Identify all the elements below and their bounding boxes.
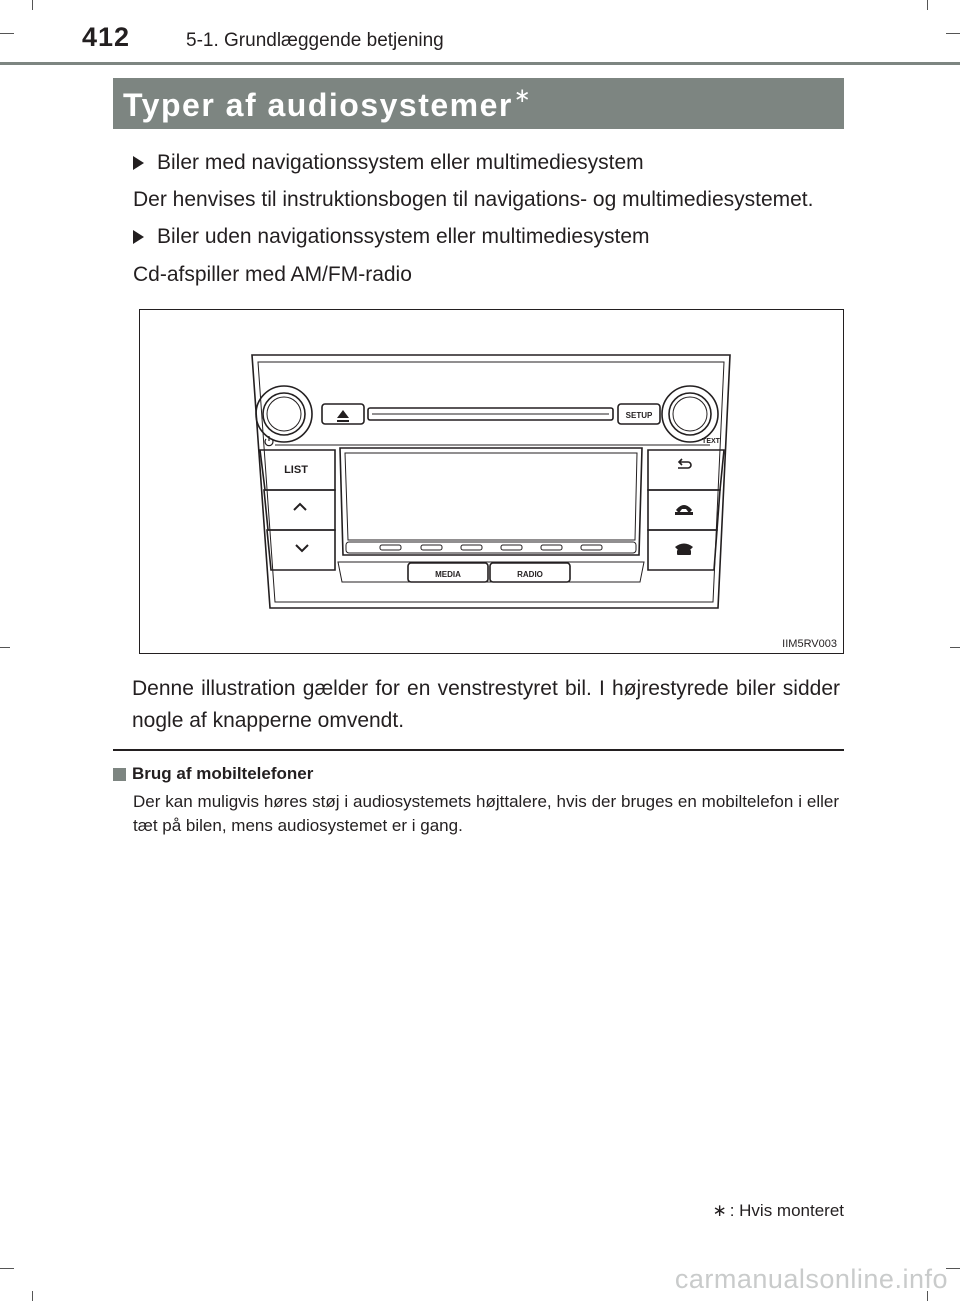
title-asterisk: ∗	[513, 85, 533, 107]
subsection-heading	[113, 764, 313, 784]
footnote-text: : Hvis monteret	[729, 1201, 844, 1220]
list-button-label: LIST	[284, 464, 308, 476]
setup-button-label: SETUP	[625, 411, 653, 420]
crop-mark	[927, 0, 928, 10]
crop-mark	[32, 0, 33, 10]
crop-mark	[0, 33, 14, 34]
item-body-no-navigation: Cd-afspiller med AM/FM-radio	[133, 263, 412, 286]
page-title-bar	[113, 78, 844, 129]
crop-mark	[32, 1291, 33, 1301]
page-number: 412	[82, 22, 131, 52]
item-heading-text: Biler med navigationssystem eller multimediesystem	[157, 151, 644, 174]
crop-mark	[0, 647, 10, 648]
triangle-bullet-icon	[133, 230, 144, 244]
crop-mark	[946, 1268, 960, 1269]
triangle-bullet-icon	[133, 156, 144, 170]
item-body-navigation: Der henvises til instruktionsbogen til navigations- og multimediesystemet.	[133, 188, 814, 211]
item-heading-text: Biler uden navigationssystem eller multimediesystem	[157, 225, 650, 248]
square-bullet-icon	[113, 768, 126, 781]
subsection-heading-text: Brug af mobiltelefoner	[132, 764, 314, 783]
section-title: 5-1. Grundlæggende betjening	[186, 30, 444, 51]
figure-code: IIM5RV003	[782, 638, 837, 650]
audio-unit-illustration	[140, 310, 843, 653]
item-heading-no-navigation	[133, 225, 650, 249]
crop-mark	[950, 647, 960, 648]
media-button-label: MEDIA	[435, 570, 461, 579]
text-label: TEXT	[702, 438, 720, 445]
crop-mark	[946, 33, 960, 34]
illustration-note: Denne illustration gælder for en venstrestyret bil. I højrestyrede biler sidder nogle af knapperne omvendt.	[132, 677, 840, 732]
chevron-down-icon	[296, 545, 308, 551]
section-rule	[113, 749, 844, 751]
crop-mark	[0, 1268, 14, 1269]
back-icon	[678, 459, 691, 468]
radio-button-label: RADIO	[517, 570, 543, 579]
chevron-up-icon	[294, 504, 306, 510]
page-title	[123, 83, 532, 124]
header-rule	[0, 62, 960, 65]
phone-hangup-icon	[675, 544, 693, 556]
footnote	[712, 1201, 844, 1221]
eject-icon	[337, 410, 349, 422]
item-heading-navigation	[133, 151, 644, 175]
page-title-text: Typer af audiosystemer	[123, 87, 513, 123]
audio-unit-figure	[139, 309, 844, 654]
watermark: carmanualsonline.info	[674, 1264, 948, 1294]
phone-pickup-icon	[675, 505, 693, 515]
footnote-asterisk: ∗	[712, 1201, 727, 1220]
subsection-text: Der kan muligvis høres støj i audiosystemets højttalere, hvis der bruges en mobiltelefon i eller tæt på bilen, mens audiosystemet er i gang.	[133, 792, 839, 835]
power-icon	[265, 436, 273, 446]
